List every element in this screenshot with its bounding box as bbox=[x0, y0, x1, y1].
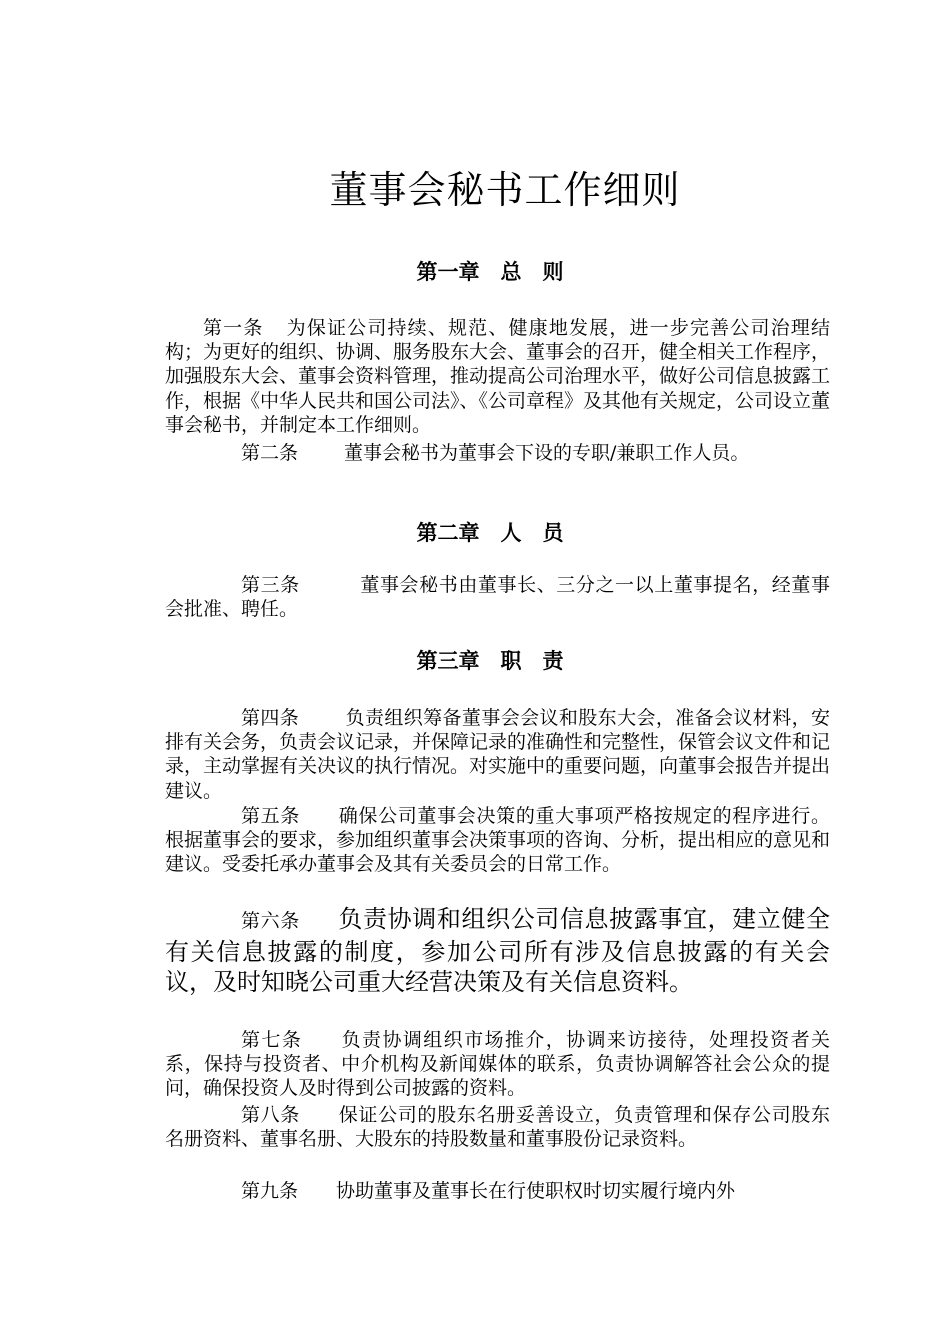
article-label: 第七条 bbox=[241, 1029, 303, 1051]
article-label: 第九条 bbox=[241, 1180, 299, 1202]
article-8 bbox=[165, 1103, 830, 1151]
article-label: 第六条 bbox=[241, 910, 300, 932]
article-3 bbox=[165, 573, 830, 621]
article-text: 协助董事及董事长在行使职权时切实履行境内外 bbox=[336, 1180, 736, 1202]
article-4 bbox=[165, 706, 830, 803]
chapter-heading-1: 第一章 总 则 bbox=[416, 259, 564, 284]
article-label: 第一条 bbox=[203, 317, 264, 339]
article-text: 负责协调和组织公司信息披露事宜，建立健全有关信息披露的制度，参加公司所有涉及信息披露的有关会议，及时知晓公司重大经营决策及有关信息资料。 bbox=[165, 905, 830, 996]
article-label: 第三条 bbox=[241, 574, 300, 596]
article-text: 董事会秘书由董事长、三分之一以上董事提名，经董事会批准、聘任。 bbox=[165, 574, 830, 621]
article-text: 负责组织筹备董事会会议和股东大会，准备会议材料，安排有关会务，负责会议记录，并保障记录的准确性和完整性，保管会议文件和记录，主动掌握有关决议的执行情况。对实施中的重要问题，向董事会报告并提出建议。 bbox=[165, 707, 831, 802]
article-label: 第五条 bbox=[241, 805, 301, 827]
article-7 bbox=[165, 1028, 830, 1101]
article-text: 为保证公司持续、规范、健康地发展，进一步完善公司治理结构；为更好的组织、协调、服务股东大会、董事会的召开，健全相关工作程序，加强股东大会、董事会资料管理，推动提高公司治理水平，做好公司信息披露工作，根据《中华人民共和国公司法》、《公司章程》及其他有关规定，公司设立董事会秘书，并制定本工作细则。 bbox=[165, 317, 831, 436]
chapter-heading-2: 第二章 人 员 bbox=[416, 520, 564, 545]
article-5 bbox=[165, 804, 830, 877]
article-text: 负责协调组织市场推介，协调来访接待，处理投资者关系，保持与投资者、中介机构及新闻媒体的联系，负责协调解答社会公众的提问，确保投资人及时得到公司披露的资料。 bbox=[165, 1029, 830, 1100]
article-text: 董事会秘书为董事会下设的专职/兼职工作人员。 bbox=[344, 442, 750, 464]
article-label: 第四条 bbox=[241, 707, 300, 729]
article-label: 第二条 bbox=[241, 442, 299, 464]
article-text: 保证公司的股东名册妥善设立，负责管理和保存公司股东名册资料、董事名册、大股东的持股数量和董事股份记录资料。 bbox=[165, 1104, 830, 1151]
article-1 bbox=[165, 316, 830, 437]
chapter-heading-3: 第三章 职 责 bbox=[416, 648, 564, 673]
article-label: 第八条 bbox=[241, 1104, 301, 1126]
article-2 bbox=[165, 441, 830, 465]
document-title: 董事会秘书工作细则 bbox=[329, 168, 681, 212]
article-6 bbox=[165, 904, 830, 998]
article-text: 确保公司董事会决策的重大事项严格按规定的程序进行。根据董事会的要求，参加组织董事会决策事项的咨询、分析，提出相应的意见和建议。受委托承办董事会及其有关委员会的日常工作。 bbox=[165, 805, 831, 876]
article-9 bbox=[165, 1179, 830, 1203]
